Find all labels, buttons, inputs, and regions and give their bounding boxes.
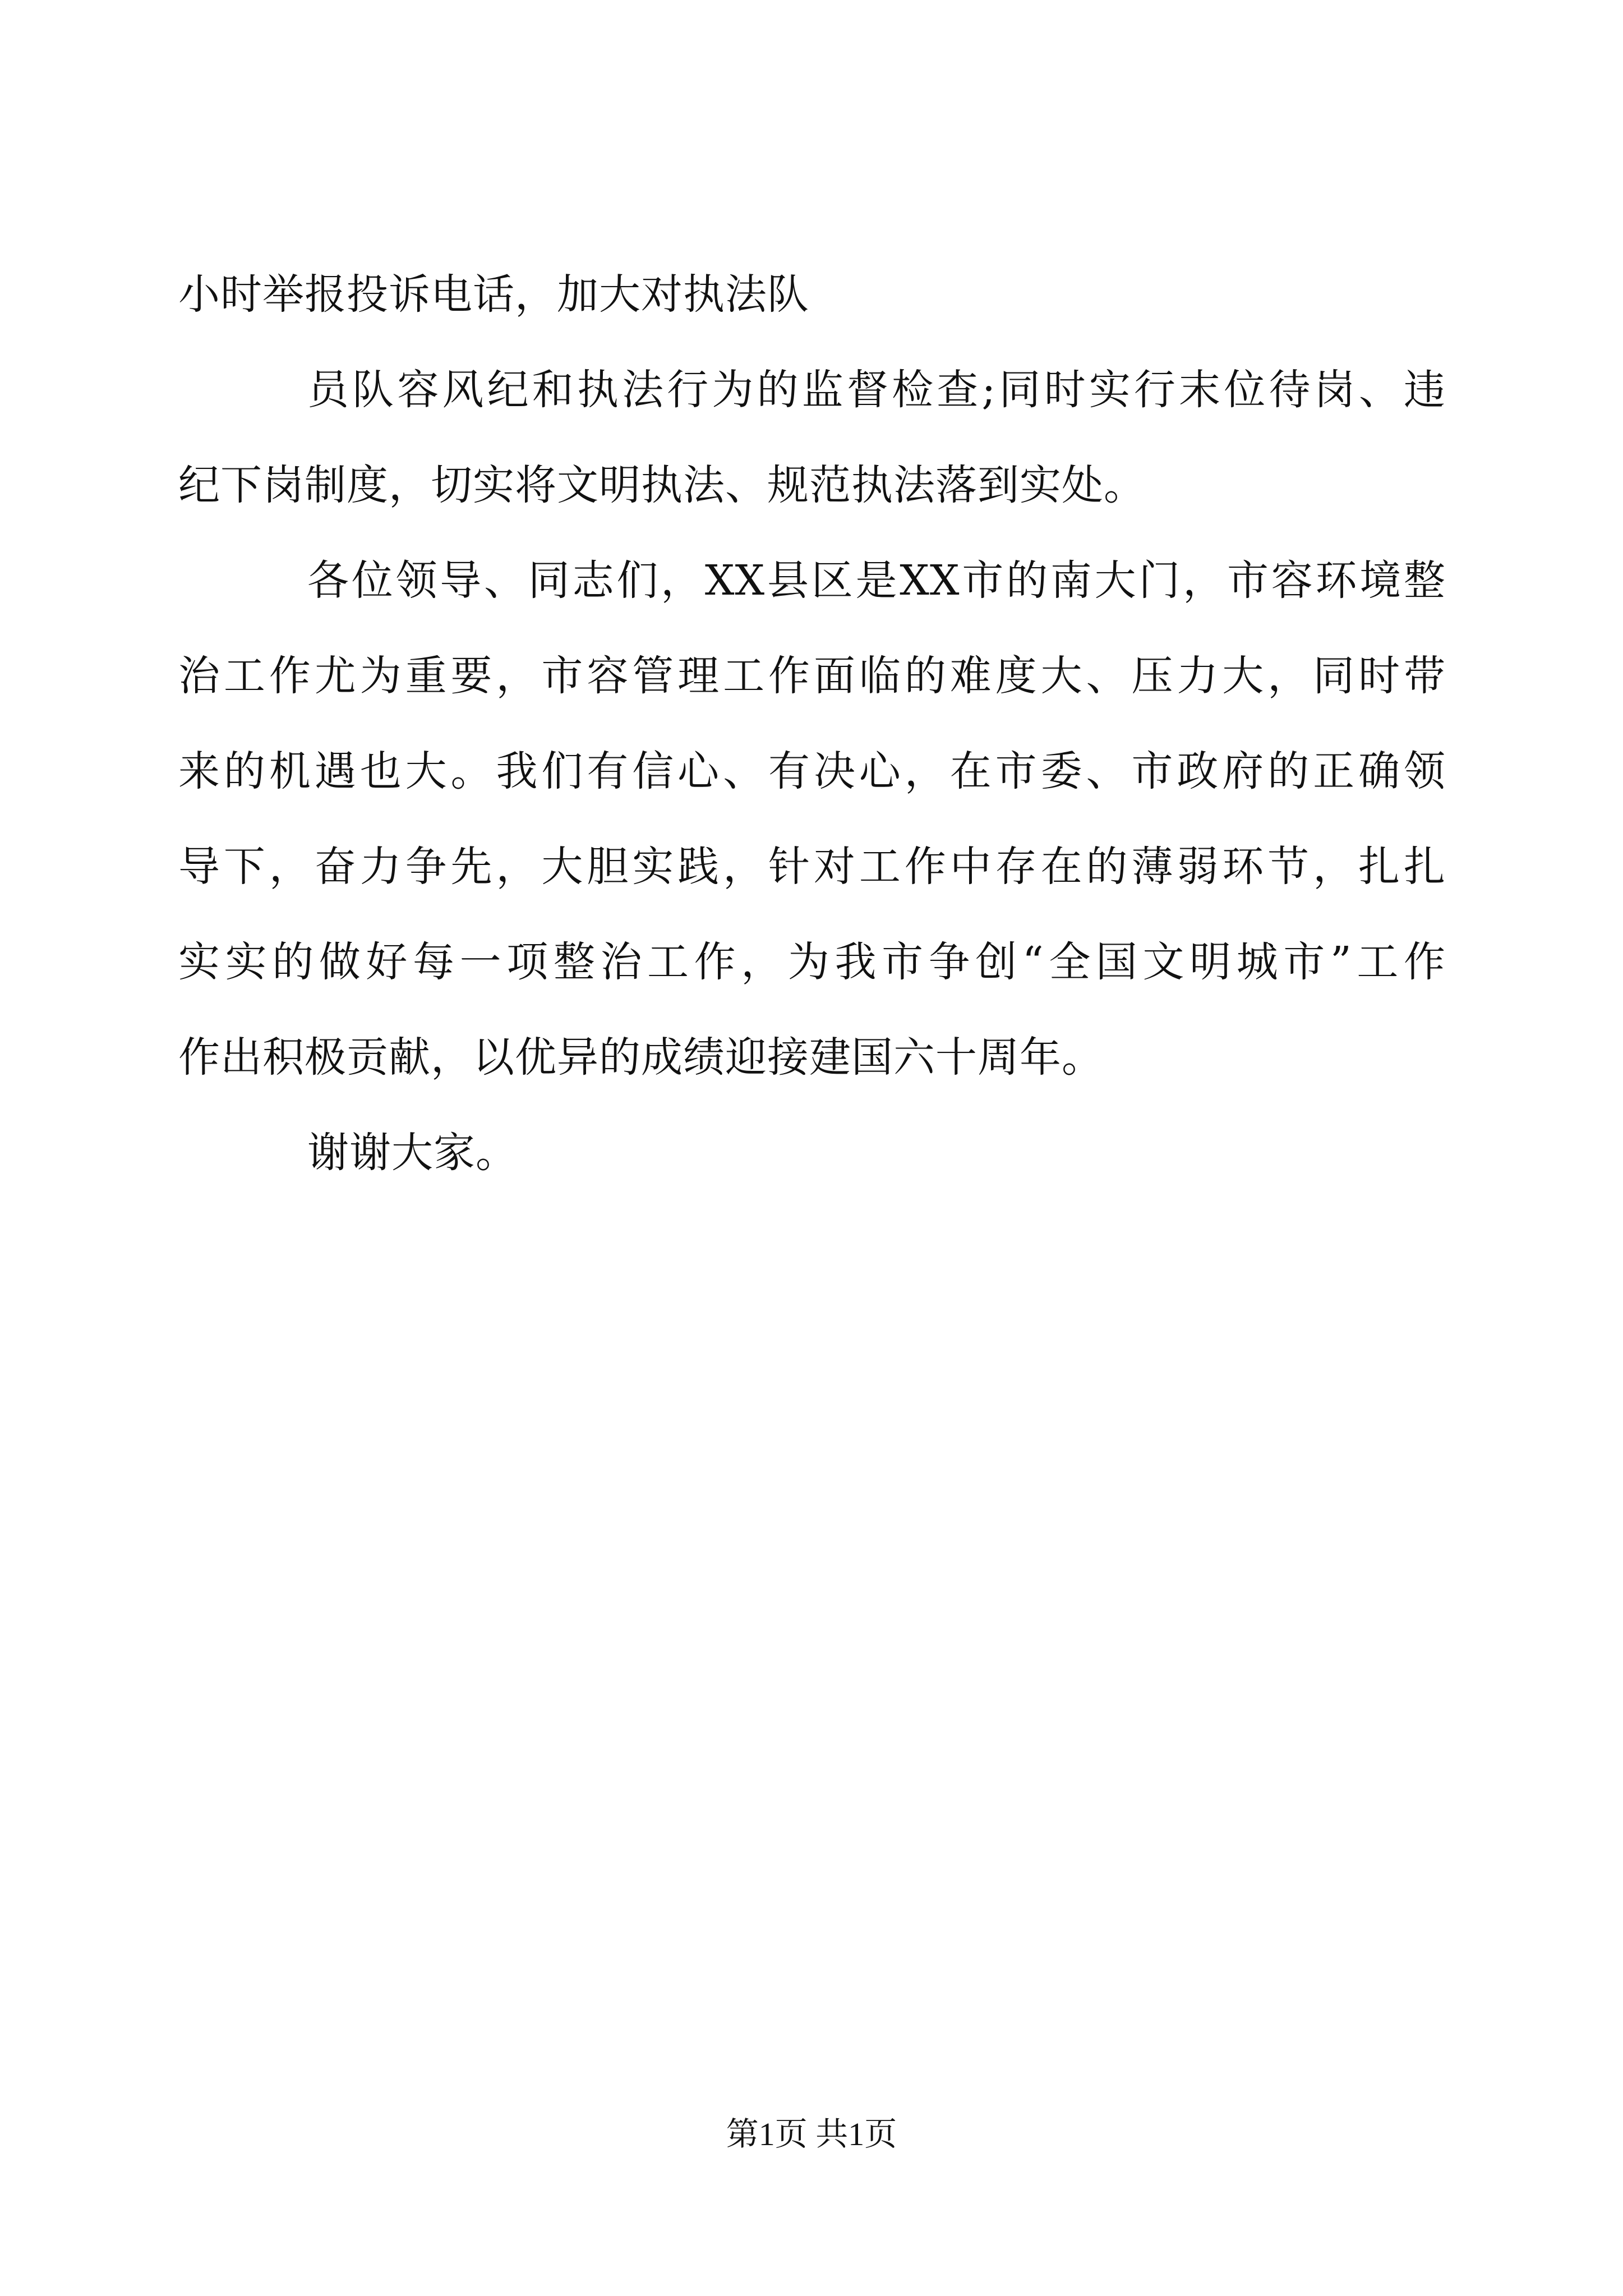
paragraph-line: 小时举报投诉电话，加大对执法队 xyxy=(178,270,809,319)
paragraph-line: 作出积极贡献，以优异的成绩迎接建国六十周年。 xyxy=(178,1033,1104,1082)
paragraph-line: 员队容风纪和执法行为的监督检查;同时实行末位待岗、违 xyxy=(307,366,1446,414)
body-text xyxy=(178,269,1446,1178)
paragraph-line: 各位领导、同志们，XX县区是XX市的南大门，市容环境整 xyxy=(307,556,1446,605)
page-footer xyxy=(0,2115,1623,2154)
paragraph-line: 治工作尤为重要，市容管理工作面临的难度大、压力大，同时带 xyxy=(178,652,1446,700)
paragraph-line: 谢谢大家。 xyxy=(307,1129,518,1177)
paragraph-line: 导下，奋力争先，大胆实践，针对工作中存在的薄弱环节，扎扎 xyxy=(178,843,1446,891)
paragraph-line: 来的机遇也大。我们有信心、有决心，在市委、市政府的正确领 xyxy=(178,747,1446,795)
paragraph-line: 实实的做好每一项整治工作，为我市争创“全国文明城市”工作 xyxy=(178,938,1446,986)
page-number-label: 第1页 共1页 xyxy=(726,2116,897,2152)
paragraph-line: 纪下岗制度，切实将文明执法、规范执法落到实处。 xyxy=(178,461,1146,509)
